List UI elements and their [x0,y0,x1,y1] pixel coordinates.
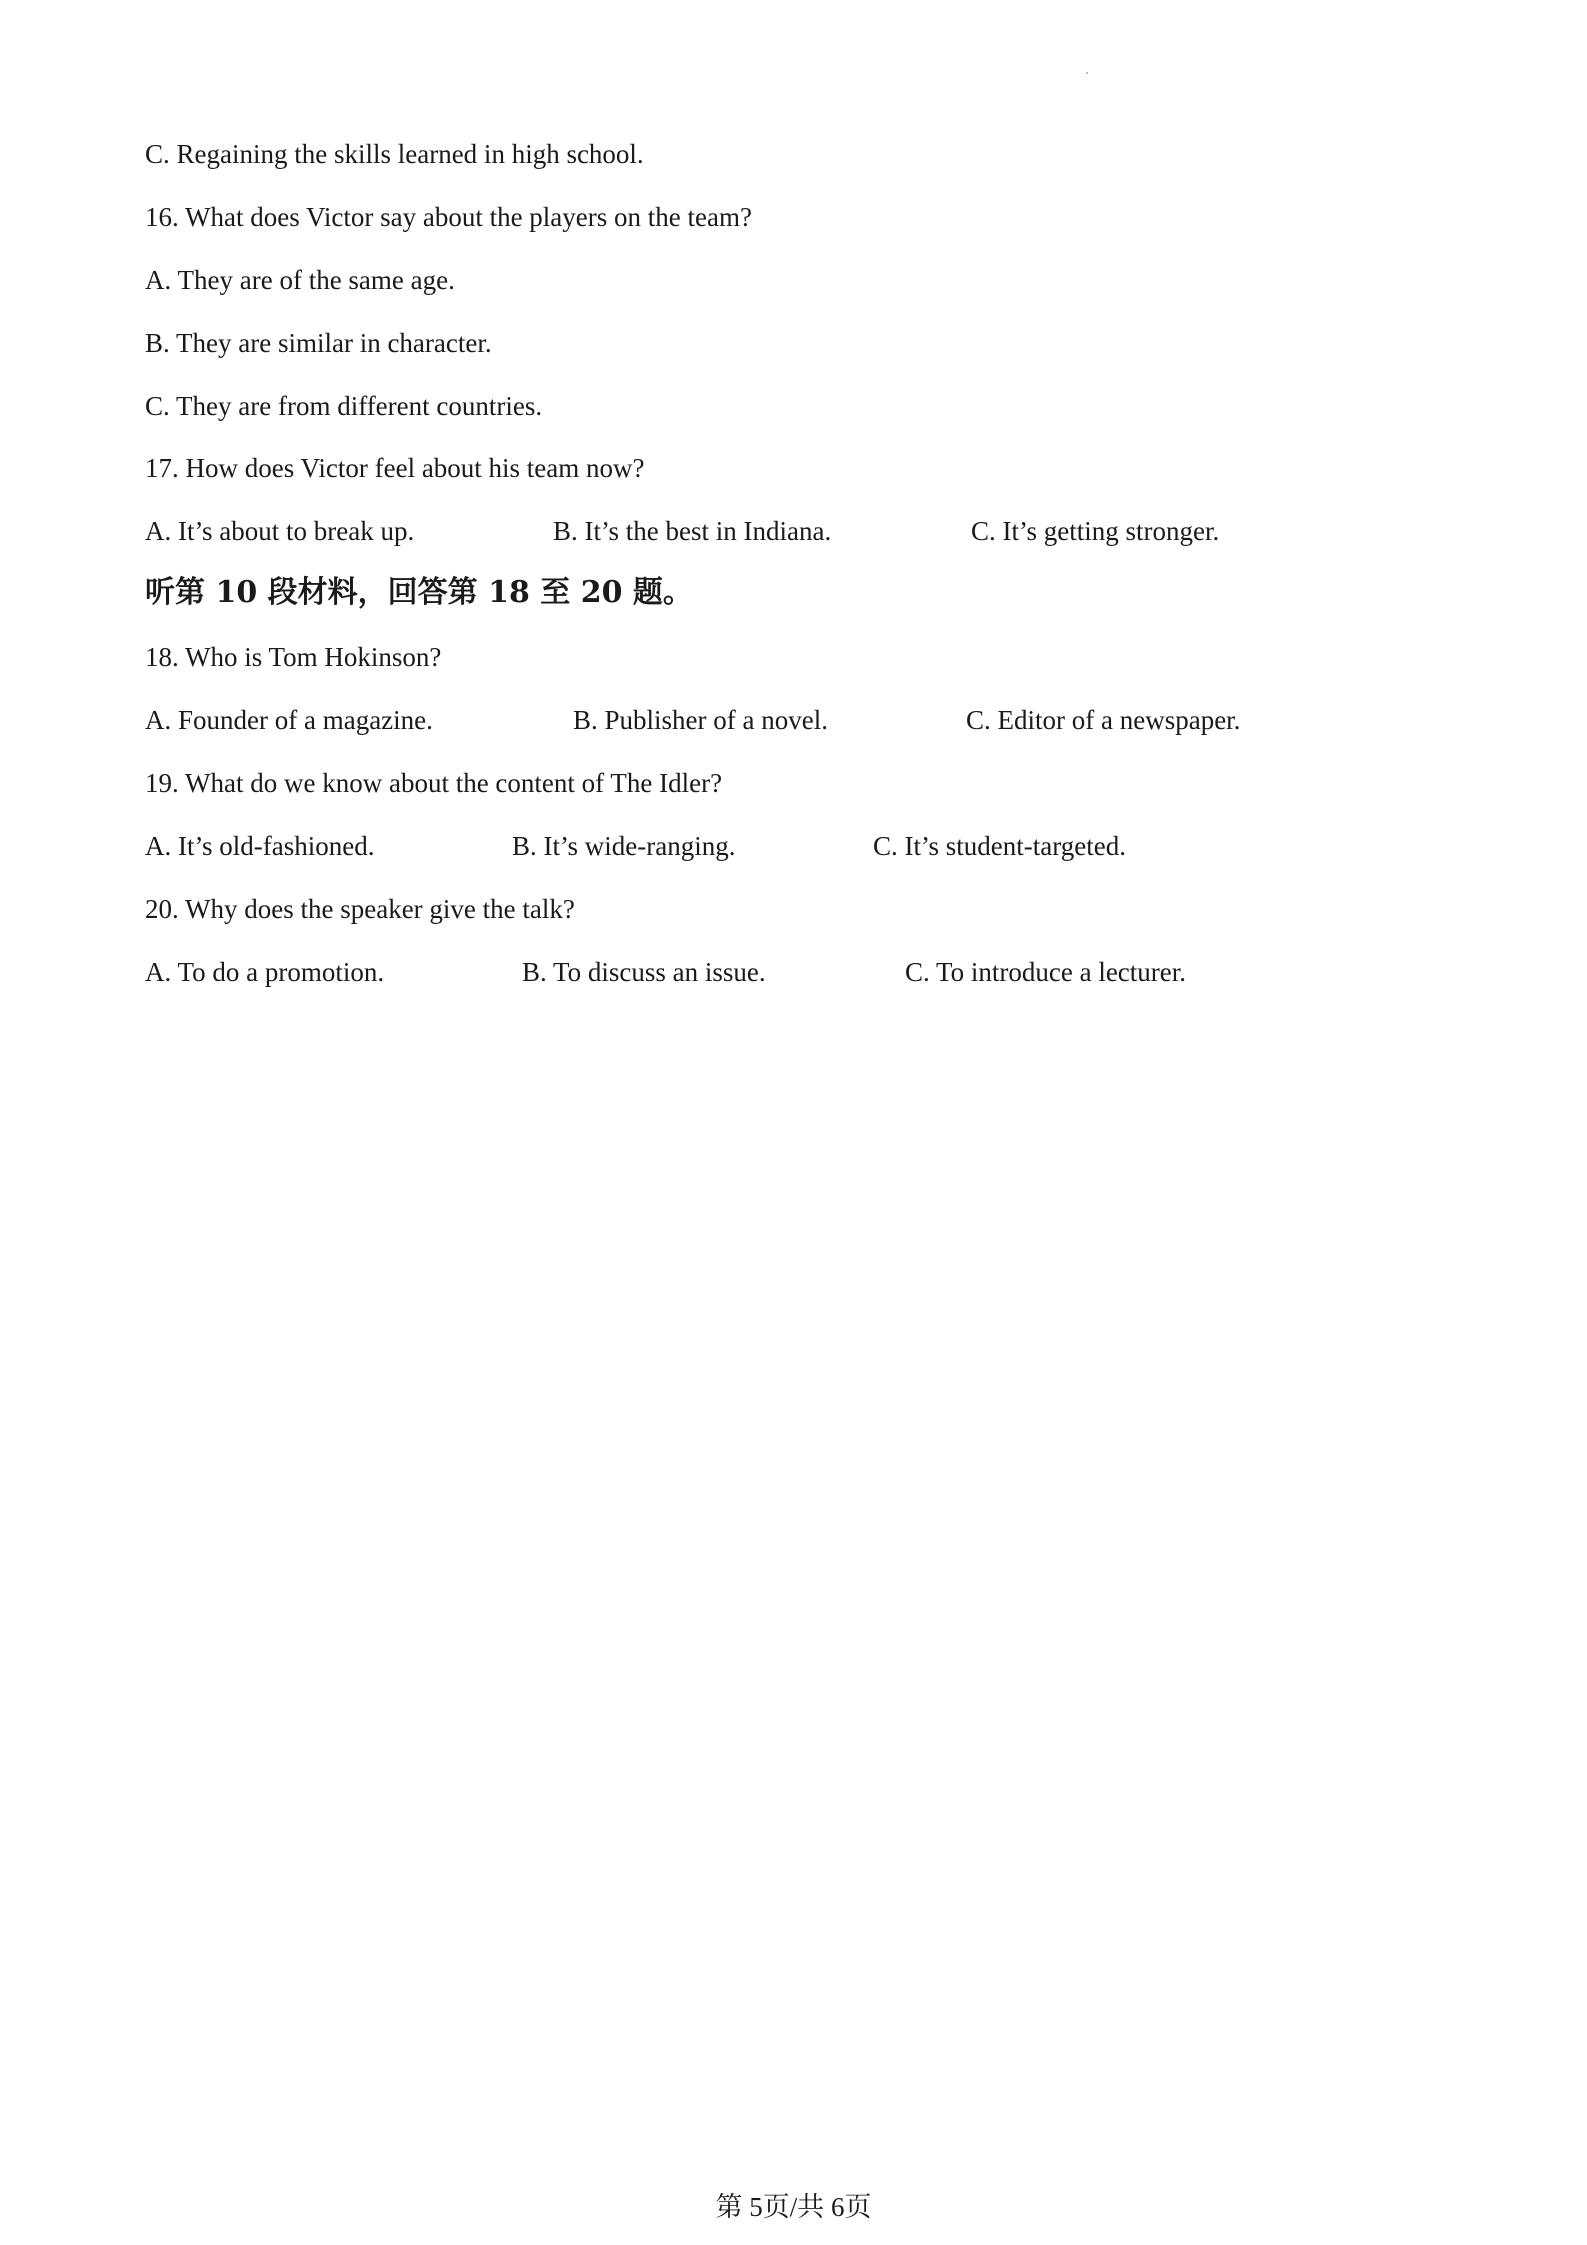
section-heading: 听第 10 段材料，回答第 18 至 20 题。 [145,575,693,610]
q19-option-a: A. It’s old-fashioned. [145,831,375,861]
q18-stem: 18. Who is Tom Hokinson? [145,642,442,672]
q20-option-b: B. To discuss an issue. [522,957,766,987]
q19-option-c: C. It’s student-targeted. [873,831,1126,861]
q20-option-c: C. To introduce a lecturer. [905,957,1187,987]
q15-option-c: C. Regaining the skills learned in high school. [145,139,644,169]
q16-option-b: B. They are similar in character. [145,328,492,358]
q17-option-c: C. It’s getting stronger. [971,516,1220,546]
q18-options [0,703,1587,737]
q16-option-c: C. They are from different countries. [145,391,543,421]
q18-option-a: A. Founder of a magazine. [145,705,433,735]
q19-options [0,829,1587,863]
q20-stem: 20. Why does the speaker give the talk? [145,894,575,924]
q18-option-b: B. Publisher of a novel. [573,705,828,735]
q20-options [0,955,1587,989]
q16-option-a: A. They are of the same age. [145,265,455,295]
q20-option-a: A. To do a promotion. [145,957,385,987]
q17-option-b: B. It’s the best in Indiana. [553,516,832,546]
page-footer: 第 5页/共 6页 [715,2192,872,2222]
q17-options [0,514,1587,548]
q17-option-a: A. It’s about to break up. [145,516,415,546]
q18-option-c: C. Editor of a newspaper. [966,705,1241,735]
q19-stem: 19. What do we know about the content of The Idler? [145,768,723,798]
scan-speck [1086,72,1088,74]
q19-option-b: B. It’s wide-ranging. [512,831,736,861]
q17-stem: 17. How does Victor feel about his team now? [145,453,645,483]
q16-stem: 16. What does Victor say about the players on the team? [145,202,752,232]
